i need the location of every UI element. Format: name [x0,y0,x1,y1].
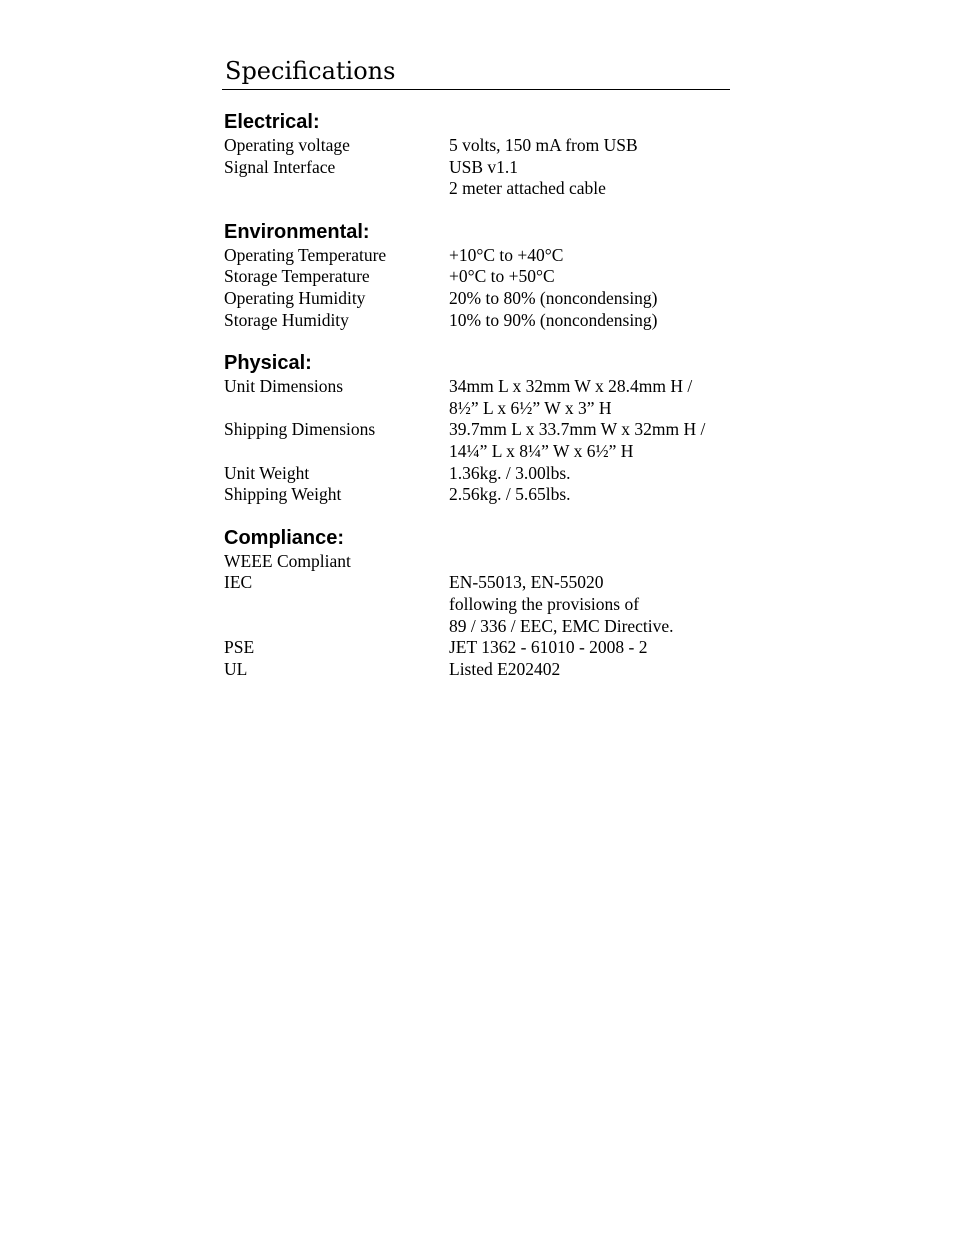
spec-value: +10°C to +40°C [449,244,564,265]
spec-section [224,219,732,331]
spec-values [449,135,732,157]
section-heading: Physical: [224,352,312,375]
spec-row [224,288,732,310]
spec-value: 39.7mm L x 33.7mm W x 32mm H / [449,419,706,440]
spec-label: Operating Temperature [224,244,387,265]
spec-rows [224,376,732,506]
spec-value: 14¼” L x 8¼” W x 6½” H [449,440,634,461]
spec-value: 1.36kg. / 3.00lbs. [449,462,571,483]
spec-values [449,572,732,637]
spec-rows [224,135,732,200]
spec-values [449,157,732,200]
spec-row [224,659,732,681]
spec-page [224,55,732,680]
spec-label: PSE [224,637,255,658]
spec-label: Operating Humidity [224,287,366,308]
spec-section [224,109,732,200]
spec-sections [224,109,732,680]
spec-value: 2.56kg. / 5.65lbs. [449,484,571,505]
spec-row [224,637,732,659]
spec-values [449,659,732,681]
spec-rows [224,551,732,681]
spec-row [224,572,732,637]
spec-label: Shipping Dimensions [224,419,376,440]
spec-values [449,484,732,506]
spec-row [224,463,732,485]
spec-values [449,288,732,310]
spec-label: WEEE Compliant [224,550,351,571]
page-title: Specifications [225,57,396,85]
spec-row [224,157,732,200]
spec-value: 2 meter attached cable [449,178,606,199]
spec-label: IEC [224,572,253,593]
spec-label: UL [224,658,248,679]
spec-value: 20% to 80% (noncondensing) [449,287,658,308]
spec-values [449,419,732,462]
title-divider [222,89,730,90]
spec-row [224,266,732,288]
spec-values [449,245,732,267]
spec-value: 34mm L x 32mm W x 28.4mm H / [449,376,693,397]
spec-row [224,551,732,573]
spec-value: Listed E202402 [449,658,561,679]
spec-value: USB v1.1 [449,156,519,177]
spec-label: Signal Interface [224,156,336,177]
spec-label: Storage Temperature [224,266,370,287]
section-heading: Environmental: [224,220,370,243]
spec-label: Unit Weight [224,462,310,483]
spec-section [224,350,732,506]
spec-label: Shipping Weight [224,484,342,505]
spec-label: Unit Dimensions [224,376,344,397]
spec-section [224,525,732,681]
spec-row [224,376,732,419]
spec-rows [224,245,732,331]
spec-value: 5 volts, 150 mA from USB [449,135,638,155]
spec-value: 8½” L x 6½” W x 3” H [449,397,612,418]
spec-value: 10% to 90% (noncondensing) [449,309,658,330]
section-heading: Electrical: [224,111,320,133]
spec-row [224,484,732,506]
spec-values [449,310,732,332]
spec-values [449,266,732,288]
spec-row [224,135,732,157]
spec-values [449,637,732,659]
spec-row [224,245,732,267]
spec-values [449,463,732,485]
spec-value: following the provisions of [449,593,640,614]
spec-label: Operating voltage [224,135,350,155]
spec-value: EN-55013, EN-55020 [449,572,604,593]
spec-values [449,376,732,419]
spec-value: +0°C to +50°C [449,266,555,287]
spec-row [224,310,732,332]
spec-value: 89 / 336 / EEC, EMC Directive. [449,615,674,636]
spec-row [224,419,732,462]
section-heading: Compliance: [224,526,345,549]
spec-value: JET 1362 - 61010 - 2008 - 2 [449,637,648,658]
spec-label: Storage Humidity [224,309,349,330]
spec-values [449,551,732,573]
